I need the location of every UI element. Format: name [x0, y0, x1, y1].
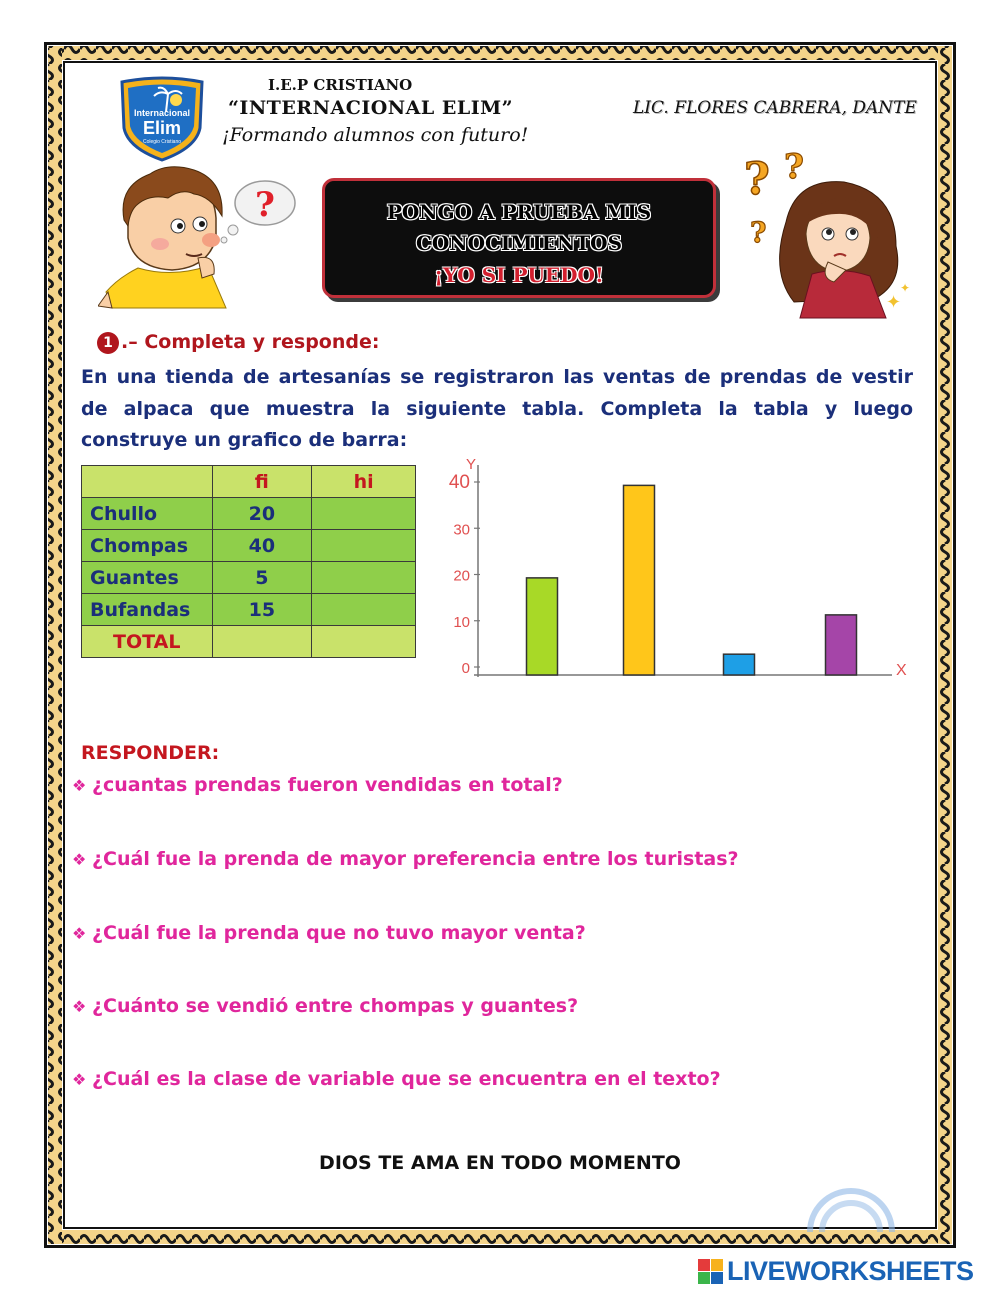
- title-slogan: ¡YO SI PUEDO!: [434, 263, 604, 287]
- question-text: ¿Cuál fue la prenda que no tuvo mayor venta?: [92, 922, 586, 944]
- diamond-bullet-icon: ❖: [72, 850, 87, 869]
- total-hi-input[interactable]: [312, 626, 416, 658]
- table-header-row: [82, 466, 416, 498]
- svg-text:✦: ✦: [886, 292, 902, 313]
- row-label: Guantes: [82, 562, 213, 594]
- bar: [527, 578, 558, 675]
- svg-text:?: ?: [750, 216, 767, 249]
- exercise-number-badge: 1: [97, 332, 119, 354]
- table-row: [82, 562, 416, 594]
- table-header-label: [82, 466, 213, 498]
- row-hi-input[interactable]: [312, 594, 416, 626]
- title-line-1: PONGO A PRUEBA MIS: [386, 200, 652, 224]
- title-banner: [322, 178, 716, 298]
- y-tick-label: 30: [453, 521, 470, 539]
- question-item: [72, 848, 739, 870]
- thinking-boy-illustration: [98, 158, 298, 313]
- bar: [724, 654, 755, 675]
- total-fi-input[interactable]: [212, 626, 312, 658]
- y-tick-label: 40: [448, 472, 470, 493]
- school-type: I.E.P CRISTIANO: [268, 76, 413, 94]
- respond-heading: RESPONDER:: [81, 742, 220, 764]
- watermark-circle-icon: [806, 1180, 896, 1232]
- table-row: [82, 498, 416, 530]
- liveworksheets-blocks-icon: [698, 1259, 724, 1285]
- question-text: ¿Cuál fue la prenda de mayor preferencia entre los turistas?: [92, 848, 739, 870]
- y-tick-label: 0: [461, 660, 470, 677]
- row-label: Chompas: [82, 530, 213, 562]
- question-item: [72, 1068, 721, 1090]
- frequency-table: [81, 465, 416, 658]
- title-line-2: CONOCIMIENTOS: [415, 231, 623, 255]
- thinking-girl-illustration: [736, 142, 916, 322]
- table-header-fi: fi: [212, 466, 312, 498]
- exercise-statement: En una tienda de artesanías se registraron las ventas de prendas de vestir de alpaca que muestra la siguiente tabla. Completa la tabla y luego construye un grafico de barra:: [81, 366, 913, 451]
- liveworksheets-logo[interactable]: [698, 1256, 974, 1287]
- bar: [826, 615, 857, 675]
- teacher-name: LIC. FLORES CABRERA, DANTE: [633, 98, 917, 118]
- exercise-heading: .– Completa y responde:: [121, 331, 380, 353]
- svg-text:?: ?: [784, 147, 804, 187]
- total-label: TOTAL: [82, 626, 213, 658]
- logo-text-top: Internacional: [133, 108, 191, 118]
- school-motto: ¡Formando alumnos con futuro!: [222, 124, 529, 146]
- table-header-hi: hi: [312, 466, 416, 498]
- x-axis-label: X: [896, 662, 907, 679]
- row-label: Chullo: [82, 498, 213, 530]
- row-label: Bufandas: [82, 594, 213, 626]
- table-total-row: [82, 626, 416, 658]
- diamond-bullet-icon: ❖: [72, 1070, 87, 1089]
- diamond-bullet-icon: ❖: [72, 924, 87, 943]
- school-logo: [118, 76, 206, 162]
- logo-text-main: Elim: [142, 118, 182, 138]
- diamond-bullet-icon: ❖: [72, 997, 87, 1016]
- row-fi: 20: [212, 498, 312, 530]
- question-item: [72, 995, 578, 1017]
- y-tick-label: 20: [453, 567, 470, 585]
- svg-text:?: ?: [255, 185, 275, 225]
- y-axis-label: Y: [466, 456, 477, 473]
- footer-message: DIOS TE AMA EN TODO MOMENTO: [319, 1152, 681, 1174]
- row-hi-input[interactable]: [312, 562, 416, 594]
- school-name: “INTERNACIONAL ELIM”: [228, 97, 514, 119]
- y-tick-label: 10: [453, 613, 470, 631]
- question-text: ¿Cuánto se vendió entre chompas y guantes?: [92, 995, 579, 1017]
- question-text: ¿Cuál es la clase de variable que se encuentra en el texto?: [92, 1068, 721, 1090]
- bar-chart: [430, 455, 910, 685]
- table-row: [82, 530, 416, 562]
- table-row: [82, 594, 416, 626]
- row-hi-input[interactable]: [312, 498, 416, 530]
- row-fi: 15: [212, 594, 312, 626]
- question-item: [72, 774, 563, 796]
- question-text: ¿cuantas prendas fueron vendidas en total?: [92, 774, 563, 796]
- question-item: [72, 922, 586, 944]
- logo-text-sub: Colegio Cristiano: [142, 139, 182, 145]
- row-hi-input[interactable]: [312, 530, 416, 562]
- bar: [624, 485, 655, 675]
- liveworksheets-brand: LIVEWORKSHEETS: [727, 1256, 974, 1286]
- diamond-bullet-icon: ❖: [72, 776, 87, 795]
- svg-text:?: ?: [744, 154, 770, 205]
- svg-text:✦: ✦: [900, 281, 911, 295]
- row-fi: 40: [212, 530, 312, 562]
- row-fi: 5: [212, 562, 312, 594]
